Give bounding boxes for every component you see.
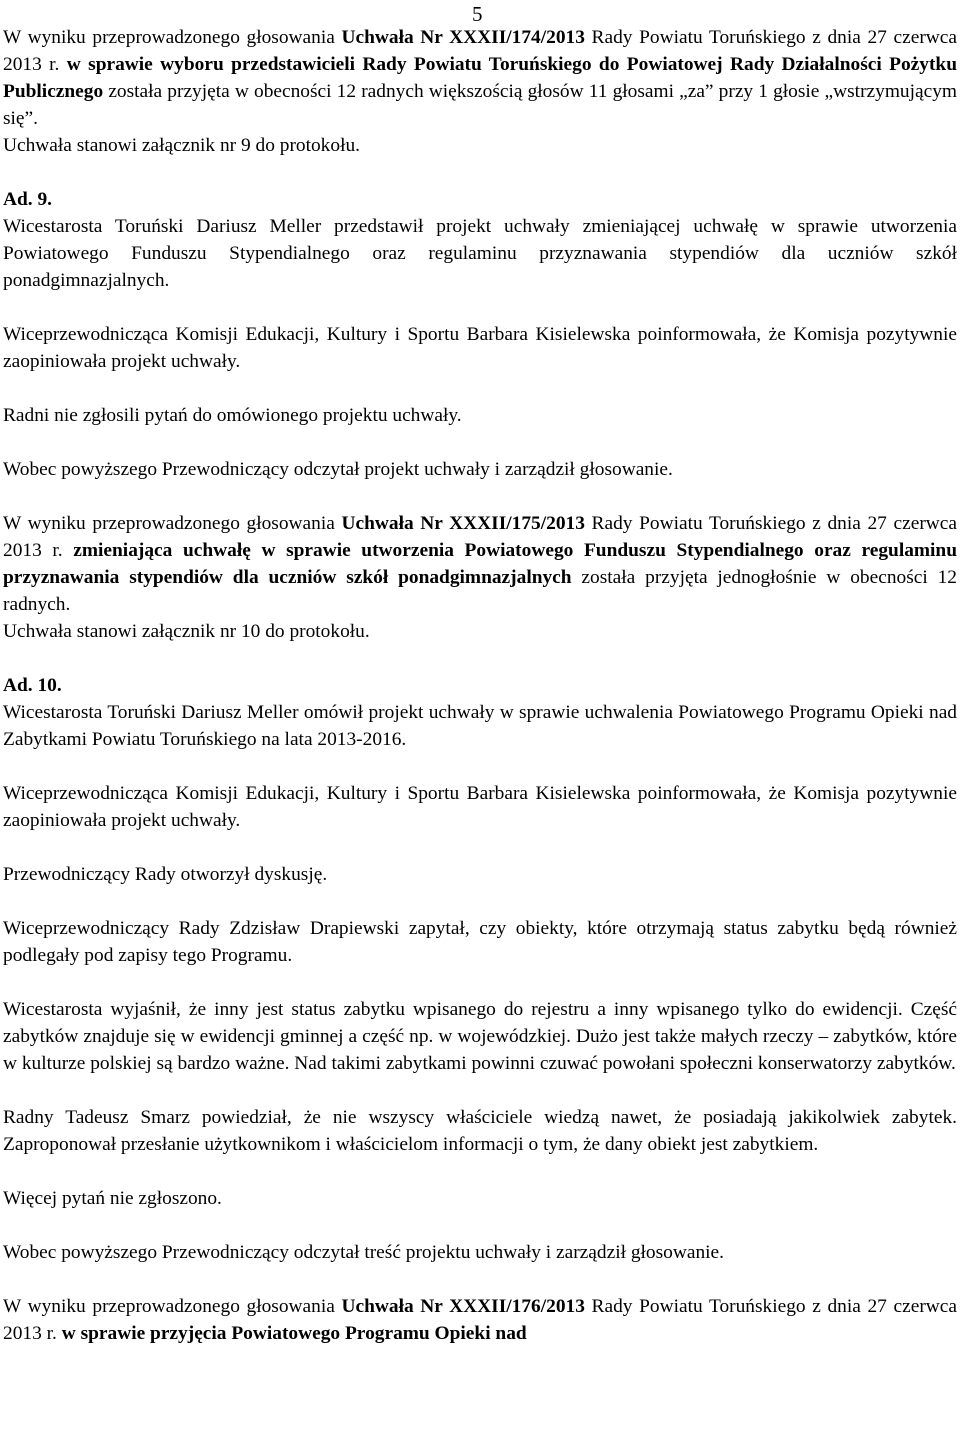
- resolution-174-paragraph: [3, 24, 957, 132]
- ad9-paragraph-3: Radni nie zgłosili pytań do omówionego projektu uchwały.: [3, 405, 462, 426]
- resolution-176-paragraph: [3, 1293, 957, 1347]
- ad10-paragraph-7: Więcej pytań nie zgłoszono.: [3, 1188, 222, 1209]
- text-run: Rady Powiatu Toruńskiego z dnia 27 czerwca 2013 r.: [3, 27, 957, 75]
- ad10-paragraph-5: Wicestarosta wyjaśnił, że inny jest status zabytku wpisanego do rejestru a inny wpisanego tylko do ewidencji. Część zabytków znajduje się w ewidencji gminnej a część np. w wojewódzkiej. Dużo jest także małych rzeczy – zabytków, które w kulturze polskiej są bardzo ważne. Nad takimi zabytkami powinni czuwać powołani społeczni konserwatorzy zabytków.: [3, 999, 957, 1074]
- ad10-paragraph-3: Przewodniczący Rady otworzył dyskusję.: [3, 864, 328, 885]
- text-run: została przyjęta jednogłośnie w obecności 12 radnych.: [3, 567, 957, 615]
- heading-text: Ad. 10.: [3, 675, 62, 696]
- text-run: W wyniku przeprowadzonego głosowania: [3, 513, 342, 534]
- resolution-175-paragraph: [3, 510, 957, 618]
- attachment-note: Uchwała stanowi załącznik nr 9 do protokołu.: [3, 135, 361, 156]
- text-run: W wyniku przeprowadzonego głosowania: [3, 27, 342, 48]
- attachment-note: Uchwała stanowi załącznik nr 10 do protokołu.: [3, 621, 370, 642]
- resolution-number: Uchwała Nr XXXII/175/2013: [341, 513, 585, 534]
- section-heading-ad10: [3, 672, 957, 699]
- text-run: została przyjęta w obecności 12 radnych większością głosów 11 głosami „za” przy 1 głosie „wstrzymującym się”.: [3, 81, 957, 129]
- ad9-paragraph-1: Wicestarosta Toruński Dariusz Meller przedstawił projekt uchwały zmieniającej uchwałę w sprawie utworzenia Powiatowego Funduszu Stypendialnego oraz regulaminu przyznawania stypendiów dla uczniów szkół ponadgimnazjalnych.: [3, 216, 957, 291]
- resolution-subject: w sprawie przyjęcia Powiatowego Programu Opieki nad: [61, 1323, 527, 1344]
- ad10-paragraph-2: Wiceprzewodnicząca Komisji Edukacji, Kultury i Sportu Barbara Kisielewska poinformowała, że Komisja pozytywnie zaopiniowała projekt uchwały.: [3, 783, 957, 831]
- resolution-subject: zmieniająca uchwałę w sprawie utworzenia Powiatowego Funduszu Stypendialnego oraz regulaminu przyznawania stypendiów dla uczniów szkół ponadgimnazjalnych: [3, 540, 958, 588]
- ad10-paragraph-1: Wicestarosta Toruński Dariusz Meller omówił projekt uchwały w sprawie uchwalenia Powiatowego Programu Opieki nad Zabytkami Powiatu Toruńskiego na lata 2013-2016.: [3, 702, 957, 750]
- page-number: 5: [472, 2, 483, 26]
- document-body: [3, 24, 957, 1347]
- resolution-number: Uchwała Nr XXXII/176/2013: [341, 1296, 585, 1317]
- ad9-paragraph-4: Wobec powyższego Przewodniczący odczytał projekt uchwały i zarządził głosowanie.: [3, 459, 673, 480]
- text-run: Rady Powiatu Toruńskiego z dnia 27 czerwca 2013 r.: [3, 513, 957, 561]
- ad10-paragraph-8: Wobec powyższego Przewodniczący odczytał treść projektu uchwały i zarządził głosowanie.: [3, 1242, 724, 1263]
- text-run: W wyniku przeprowadzonego głosowania: [3, 1296, 342, 1317]
- ad9-paragraph-2: Wiceprzewodnicząca Komisji Edukacji, Kultury i Sportu Barbara Kisielewska poinformowała, że Komisja pozytywnie zaopiniowała projekt uchwały.: [3, 324, 957, 372]
- section-heading-ad9: [3, 186, 957, 213]
- resolution-number: Uchwała Nr XXXII/174/2013: [341, 27, 585, 48]
- ad10-paragraph-4: Wiceprzewodniczący Rady Zdzisław Drapiewski zapytał, czy obiekty, które otrzymają status zabytku będą również podlegały pod zapisy tego Programu.: [3, 918, 957, 966]
- resolution-subject: w sprawie wyboru przedstawicieli Rady Powiatu Toruńskiego do Powiatowej Rady Działalności Pożytku Publicznego: [3, 54, 957, 102]
- text-run: Rady Powiatu Toruńskiego z dnia 27 czerwca 2013 r.: [3, 1296, 957, 1344]
- heading-text: Ad. 9.: [3, 189, 53, 210]
- ad10-paragraph-6: Radny Tadeusz Smarz powiedział, że nie wszyscy właściciele wiedzą nawet, że posiadają jakikolwiek zabytek. Zaproponował przesłanie użytkownikom i właścicielom informacji o tym, że dany obiekt jest zabytkiem.: [3, 1107, 957, 1155]
